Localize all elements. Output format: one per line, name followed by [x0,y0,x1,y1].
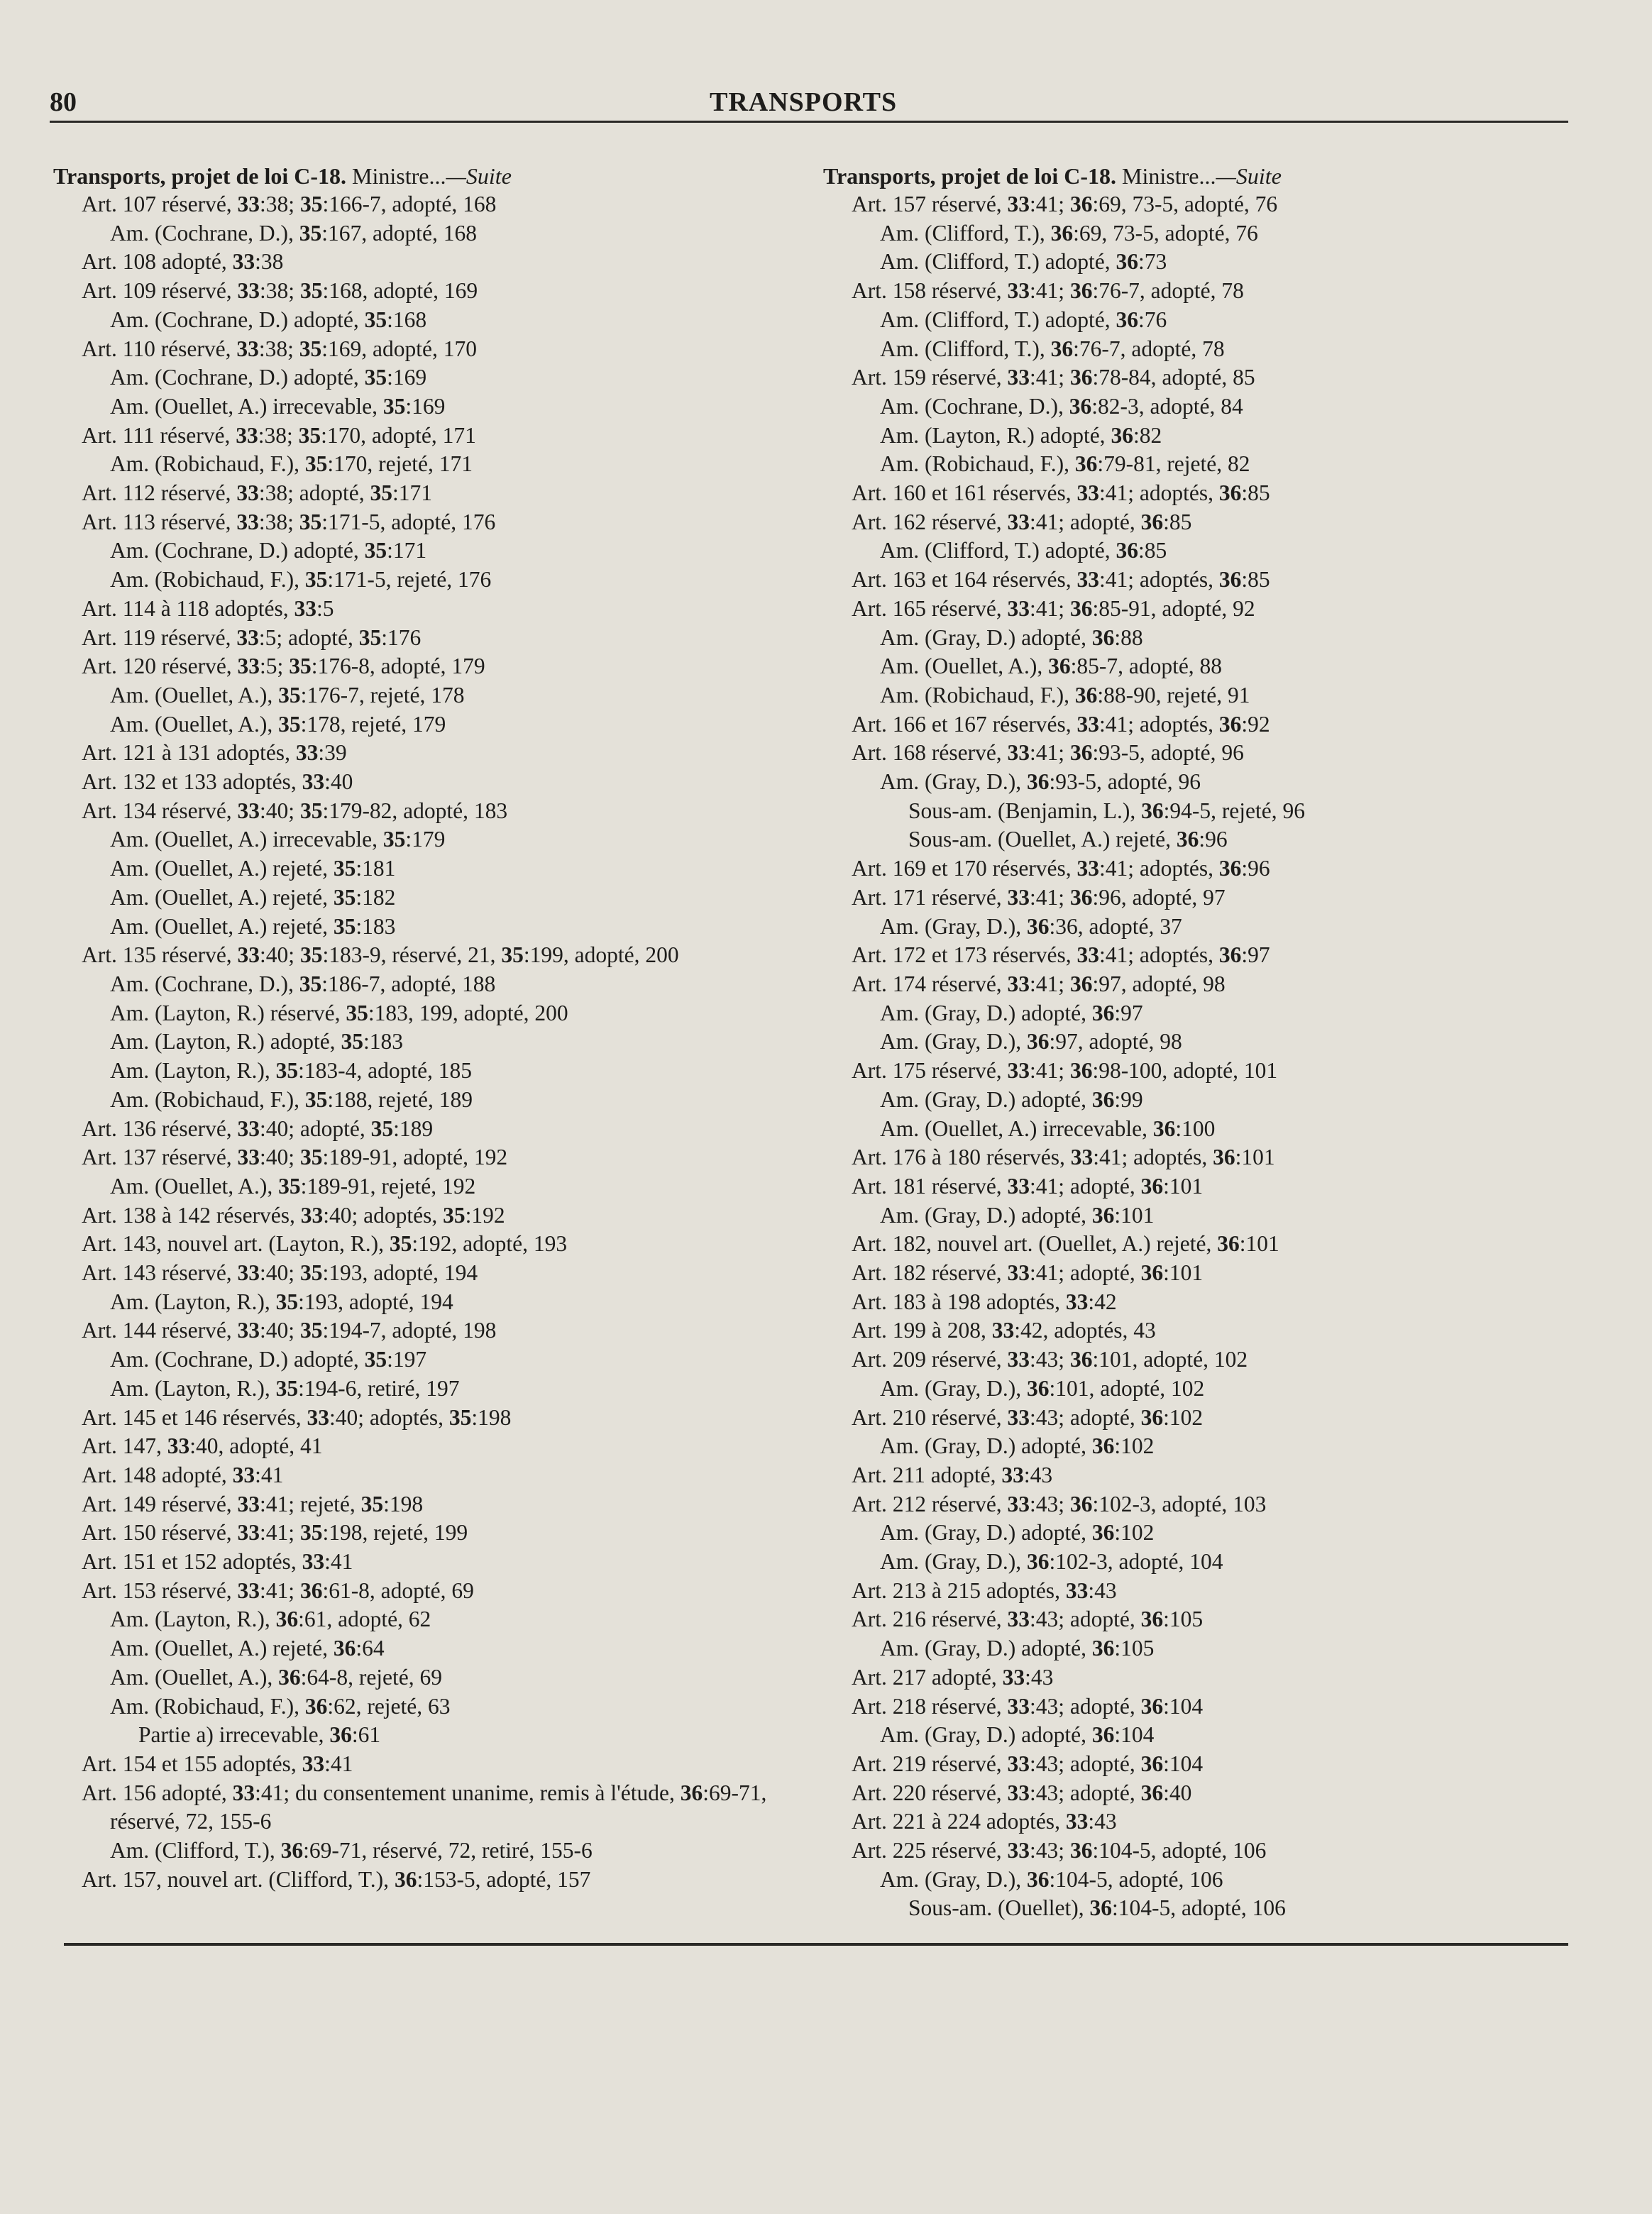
volume-number: 35 [299,220,322,246]
index-entry: Art. 217 adopté, 33:43 [852,1664,1054,1690]
index-entry: Art. 182, nouvel art. (Ouellet, A.) rejeté, 36:101 [852,1231,1279,1257]
index-entry: Art. 169 et 170 réservés, 33:41; adoptés, 36:96 [852,856,1270,881]
index-entry: Am. (Robichaud, F.), 35:171-5, rejeté, 176 [110,567,492,593]
index-entry: Am. (Gray, D.) adopté, 36:104 [880,1722,1155,1748]
volume-number: 36 [329,1722,352,1748]
index-entry: Am. (Cochrane, D.), 36:82-3, adopté, 84 [880,393,1243,419]
index-entry: Am. (Ouellet, A.) rejeté, 35:181 [110,856,396,881]
volume-number: 33 [1007,595,1030,621]
index-entry: Art. 153 réservé, 33:41; 36:61-8, adopté, 69 [82,1577,474,1603]
index-entry: Art. 138 à 142 réservés, 33:40; adoptés, 35:192 [82,1202,505,1228]
index-entry: Am. (Gray, D.), 36:97, adopté, 98 [880,1029,1182,1054]
index-entry: Am. (Clifford, T.), 36:69-71, réservé, 72, retiré, 155-6 [110,1838,593,1863]
volume-number: 33 [1076,856,1100,881]
index-entry: Art. 176 à 180 réservés, 33:41; adoptés, 36:101 [852,1145,1275,1170]
index-entry: Art. 225 réservé, 33:43; 36:104-5, adopté, 106 [852,1838,1267,1863]
index-entry: Art. 145 et 146 réservés, 33:40; adoptés, 35:198 [82,1404,512,1430]
index-entry: Am. (Clifford, T.) adopté, 36:73 [880,249,1167,275]
index-entry: Am. (Cochrane, D.) adopté, 35:171 [110,538,427,563]
volume-number: 33 [1007,1058,1030,1084]
volume-number: 33 [1007,1693,1030,1719]
volume-number: 33 [232,249,255,275]
volume-number: 36 [278,1664,301,1690]
volume-number: 36 [1091,624,1115,650]
index-entry: Art. 110 réservé, 33:38; 35:169, adopté, 170 [82,336,477,361]
volume-number: 35 [299,192,323,216]
index-entry: Art. 162 réservé, 33:41; adopté, 36:85 [852,509,1192,534]
index-entry: Am. (Clifford, T.) adopté, 36:85 [880,538,1167,563]
header-rule [50,121,1568,123]
volume-number: 33 [1076,942,1100,968]
heading-suite: —Suite [1216,163,1282,189]
volume-number: 35 [299,509,322,534]
volume-number: 33 [1007,1347,1030,1372]
volume-number: 33 [1001,1462,1024,1487]
volume-number: 35 [304,1086,328,1112]
volume-number: 35 [299,971,322,996]
volume-number: 36 [1111,422,1133,448]
index-entry: Art. 158 réservé, 33:41; 36:76-7, adopté, 78 [852,278,1244,304]
volume-number: 36 [1091,1433,1115,1459]
index-entry: Am. (Cochrane, D.), 35:186-7, adopté, 188 [110,971,496,996]
index-entry: Am. (Clifford, T.) adopté, 36:76 [880,307,1167,332]
volume-number: 35 [299,278,323,304]
volume-number: 33 [1007,1751,1030,1776]
volume-number: 36 [1213,1145,1235,1170]
index-entry: Am. (Gray, D.) adopté, 36:99 [880,1086,1143,1112]
volume-number: 33 [1070,1145,1094,1170]
volume-number: 36 [1069,192,1093,216]
index-entry: Art. 135 réservé, 33:40; 35:183-9, réservé, 21, 35:199, adopté, 200 [82,942,679,968]
index-entry: Am. (Layton, R.), 36:61, adopté, 62 [110,1607,431,1632]
index-entry: Am. (Clifford, T.), 36:76-7, adopté, 78 [880,336,1225,361]
index-entry: Am. (Ouellet, A.), 35:189-91, rejeté, 192 [110,1173,476,1199]
index-entry: Art. 160 et 161 réservés, 33:41; adoptés, 36:85 [852,480,1270,506]
volume-number: 36 [1091,1000,1115,1025]
volume-number: 33 [236,624,259,650]
volume-number: 33 [237,654,260,679]
index-entry: Art. 182 réservé, 33:41; adopté, 36:101 [852,1260,1204,1286]
volume-number: 33 [237,1520,260,1546]
index-entry: Am. (Gray, D.), 36:104-5, adopté, 106 [880,1866,1223,1892]
volume-number: 36 [1218,480,1242,506]
volume-number: 35 [299,1318,323,1343]
volume-number: 36 [1218,711,1242,737]
volume-number: 36 [1116,249,1138,275]
volume-number: 33 [1007,1607,1030,1632]
volume-number: 33 [237,1145,260,1170]
index-entry: Am. (Gray, D.) adopté, 36:105 [880,1636,1155,1661]
volume-number: 33 [237,1318,260,1343]
heading-minister: Ministre... [346,163,446,189]
volume-number: 33 [237,1116,260,1141]
volume-number: 33 [237,1260,260,1286]
volume-number: 35 [358,624,382,650]
volume-number: 33 [167,1433,190,1459]
volume-number: 33 [236,509,259,534]
volume-number: 36 [1141,798,1164,823]
index-entry: Art. 209 réservé, 33:43; 36:101, adopté, 102 [852,1347,1248,1372]
volume-number: 35 [364,538,387,563]
volume-number: 36 [275,1607,299,1632]
index-entry: Art. 114 à 118 adoptés, 33:5 [82,595,334,621]
index-entry: Art. 148 adopté, 33:41 [82,1462,284,1487]
volume-number: 35 [275,1289,299,1314]
index-entry: Art. 216 réservé, 33:43; adopté, 36:105 [852,1607,1204,1632]
heading-title: Transports, projet de loi C-18. [53,163,347,189]
index-entry: Art. 113 réservé, 33:38; 35:171-5, adopté, 176 [82,509,496,534]
index-entry: Art. 219 réservé, 33:43; adopté, 36:104 [852,1751,1204,1776]
index-entry: Am. (Ouellet, A.), 36:85-7, adopté, 88 [880,654,1223,679]
index-entry: Art. 212 réservé, 33:43; 36:102-3, adopté, 103 [852,1491,1267,1516]
index-entry: Art. 183 à 198 adoptés, 33:42 [852,1289,1117,1314]
volume-number: 33 [1007,365,1030,390]
index-entry: Art. 108 adopté, 33:38 [82,249,284,275]
volume-number: 36 [1048,654,1071,679]
volume-number: 36 [1069,595,1093,621]
column-heading [823,162,1575,190]
index-entry: Art. 166 et 167 réservés, 33:41; adoptés, 36:92 [852,711,1270,737]
index-entry: Art. 213 à 215 adoptés, 33:43 [852,1577,1117,1603]
volume-number: 35 [299,1520,323,1546]
index-entry: Am. (Ouellet, A.) irrecevable, 35:179 [110,827,446,852]
volume-number: 35 [364,1347,387,1372]
index-entry: Art. 172 et 173 réservés, 33:41; adoptés, 36:97 [852,942,1270,968]
volume-number: 36 [1074,451,1098,477]
volume-number: 35 [299,336,322,361]
index-entry: Art. 181 réservé, 33:41; adopté, 36:101 [852,1173,1204,1199]
volume-number: 33 [1007,1404,1030,1430]
volume-number: 36 [1069,278,1093,304]
volume-number: 33 [237,798,260,823]
index-entry: Am. (Layton, R.), 35:183-4, adopté, 185 [110,1058,473,1084]
volume-number: 35 [278,1173,301,1199]
volume-number: 33 [232,1462,255,1487]
index-entry: Art. 111 réservé, 33:38; 35:170, adopté, 171 [82,422,476,448]
volume-number: 35 [299,1145,323,1170]
volume-number: 33 [1002,1664,1025,1690]
volume-number: 36 [1069,1058,1093,1084]
volume-number: 36 [1069,1347,1093,1372]
volume-number: 35 [382,827,406,852]
volume-number: 33 [237,1577,260,1603]
footer-rule [64,1943,1568,1946]
volume-number: 36 [1176,827,1199,852]
volume-number: 33 [302,1751,325,1776]
volume-number: 35 [275,1375,299,1401]
volume-number: 35 [364,365,387,390]
volume-number: 33 [295,740,319,766]
index-entry: Sous-am. (Benjamin, L.), 36:94-5, rejeté, 96 [908,798,1306,823]
index-entry: Am. (Ouellet, A.), 35:176-7, rejeté, 178 [110,682,465,707]
index-entry: Am. (Cochrane, D.) adopté, 35:169 [110,365,427,390]
index-entry: Art. 199 à 208, 33:42, adoptés, 43 [852,1318,1156,1343]
volume-number: 36 [1140,1173,1164,1199]
index-entry: Am. (Gray, D.), 36:101, adopté, 102 [880,1375,1205,1401]
entry-list [53,190,770,1894]
volume-number: 33 [1076,711,1100,737]
index-entry: Am. (Robichaud, F.), 35:170, rejeté, 171 [110,451,473,477]
index-entry: Am. (Gray, D.) adopté, 36:102 [880,1433,1155,1459]
volume-number: 35 [370,1116,394,1141]
index-entry: Am. (Cochrane, D.) adopté, 35:168 [110,307,427,332]
volume-number: 35 [333,913,356,939]
volume-number: 36 [1152,1116,1176,1141]
running-head: TRANSPORTS [710,87,898,117]
index-entry: Art. 151 et 152 adoptés, 33:41 [82,1549,353,1575]
index-entry: Art. 109 réservé, 33:38; 35:168, adopté, 169 [82,278,478,304]
volume-number: 35 [341,1029,363,1054]
volume-number: 36 [1218,942,1242,968]
heading-title: Transports, projet de loi C-18. [823,163,1117,189]
volume-number: 36 [280,1838,304,1863]
volume-number: 36 [1027,913,1050,939]
index-entry: Art. 175 réservé, 33:41; 36:98-100, adopté, 101 [852,1058,1278,1084]
volume-number: 36 [680,1780,703,1805]
volume-number: 35 [289,654,312,679]
index-entry: Am. (Gray, D.) adopté, 36:97 [880,1000,1143,1025]
index-entry: Sous-am. (Ouellet, A.) rejeté, 36:96 [908,827,1228,852]
volume-number: 36 [333,1636,356,1661]
index-entry: Art. 218 réservé, 33:43; adopté, 36:104 [852,1693,1204,1719]
index-entry: Am. (Robichaud, F.), 36:79-81, rejeté, 82 [880,451,1250,477]
volume-number: 36 [1140,1404,1164,1430]
volume-number: 36 [1116,307,1138,332]
index-entry: Art. 150 réservé, 33:41; 35:198, rejeté, 199 [82,1520,468,1546]
index-entry: Art. 143, nouvel art. (Layton, R.), 35:192, adopté, 193 [82,1231,568,1257]
index-entry: Art. 147, 33:40, adopté, 41 [82,1433,323,1459]
volume-number: 35 [389,1231,412,1257]
index-entry: Art. 220 réservé, 33:43; adopté, 36:40 [852,1780,1192,1805]
volume-number: 33 [236,336,259,361]
volume-number: 33 [237,278,260,304]
volume-number: 33 [237,942,260,968]
volume-number: 33 [307,1404,330,1430]
index-entry: Am. (Layton, R.) adopté, 36:82 [880,422,1162,448]
volume-number: 35 [448,1404,472,1430]
entry-list [823,190,1575,1923]
index-entry: Art. 163 et 164 réservés, 33:41; adoptés, 36:85 [852,567,1270,593]
volume-number: 36 [394,1866,417,1892]
index-entry: Am. (Ouellet, A.) irrecevable, 36:100 [880,1116,1216,1141]
volume-number: 35 [333,884,356,910]
volume-number: 36 [1091,1086,1115,1112]
index-entry: Am. (Gray, D.), 36:102-3, adopté, 104 [880,1549,1223,1575]
volume-number: 36 [1069,1838,1093,1863]
volume-number: 36 [1140,1780,1164,1805]
page-number: 80 [50,87,77,117]
volume-number: 33 [236,422,258,448]
volume-number: 36 [1069,393,1092,419]
index-entry: Art. 159 réservé, 33:41; 36:78-84, adopté, 85 [852,365,1255,390]
index-entry: Art. 132 et 133 adoptés, 33:40 [82,769,353,795]
index-entry: Am. (Gray, D.) adopté, 36:102 [880,1520,1155,1546]
index-entry: Am. (Layton, R.), 35:194-6, retiré, 197 [110,1375,460,1401]
volume-number: 36 [1091,1636,1115,1661]
volume-number: 33 [1007,884,1030,910]
index-entry: Am. (Clifford, T.), 36:69, 73-5, adopté, 76 [880,220,1258,246]
index-entry: Am. (Ouellet, A.) rejeté, 36:64 [110,1636,385,1661]
volume-number: 36 [1069,365,1093,390]
volume-number: 33 [1007,1780,1030,1805]
volume-number: 36 [1218,856,1242,881]
index-entry: Am. (Ouellet, A.), 36:64-8, rejeté, 69 [110,1664,443,1690]
index-entry: Am. (Gray, D.) adopté, 36:101 [880,1202,1155,1228]
volume-number: 33 [1065,1577,1089,1603]
volume-number: 36 [1089,1895,1112,1921]
index-entry: Sous-am. (Ouellet), 36:104-5, adopté, 106 [908,1895,1286,1921]
index-entry: Art. 107 réservé, 33:38; 35:166-7, adopté, 168 [82,192,497,216]
volume-number: 36 [1140,1607,1164,1632]
index-entry: Art. 134 réservé, 33:40; 35:179-82, adopté, 183 [82,798,508,823]
volume-number: 33 [237,1491,260,1516]
volume-number: 33 [302,769,325,795]
volume-number: 35 [299,1260,323,1286]
volume-number: 35 [333,856,356,881]
heading-suite: —Suite [446,163,512,189]
volume-number: 35 [304,451,328,477]
index-entry: Am. (Gray, D.), 36:93-5, adopté, 96 [880,769,1201,795]
volume-number: 36 [1027,1866,1050,1892]
left-column [53,162,770,1894]
volume-number: 35 [360,1491,384,1516]
index-entry: Am. (Robichaud, F.), 35:188, rejeté, 189 [110,1086,473,1112]
index-entry: Am. (Layton, R.), 35:193, adopté, 194 [110,1289,453,1314]
heading-minister: Ministre... [1116,163,1216,189]
volume-number: 33 [1007,1173,1030,1199]
index-entry: Art. 144 réservé, 33:40; 35:194-7, adopté, 198 [82,1318,497,1343]
index-entry: Am. (Ouellet, A.) irrecevable, 35:169 [110,393,446,419]
index-entry: Art. 156 adopté, 33:41; du consentement unanime, remis à l'étude, 36:69-71, réservé, 72, 155-6 [82,1780,767,1834]
volume-number: 33 [1007,1491,1030,1516]
volume-number: 35 [298,422,321,448]
volume-number: 33 [1007,278,1030,304]
index-entry: Am. (Ouellet, A.), 35:178, rejeté, 179 [110,711,446,737]
volume-number: 33 [300,1202,324,1228]
volume-number: 35 [382,393,406,419]
volume-number: 35 [278,711,301,737]
index-entry: Am. (Cochrane, D.), 35:167, adopté, 168 [110,220,478,246]
volume-number: 33 [1007,509,1030,534]
index-entry: Art. 174 réservé, 33:41; 36:97, adopté, 98 [852,971,1226,996]
index-entry: Am. (Ouellet, A.) rejeté, 35:183 [110,913,396,939]
volume-number: 36 [1218,567,1242,593]
volume-number: 33 [1007,192,1030,216]
volume-number: 33 [1007,1260,1030,1286]
volume-number: 36 [1069,740,1093,766]
volume-number: 33 [991,1318,1015,1343]
volume-number: 35 [501,942,524,968]
index-entry: Art. 136 réservé, 33:40; adopté, 35:189 [82,1116,434,1141]
index-entry: Art. 137 réservé, 33:40; 35:189-91, adopté, 192 [82,1145,508,1170]
volume-number: 36 [1027,769,1050,795]
volume-number: 35 [304,567,328,593]
right-column [823,162,1575,1923]
volume-number: 36 [1217,1231,1240,1257]
volume-number: 35 [443,1202,466,1228]
volume-number: 35 [275,1058,299,1084]
volume-number: 35 [299,798,323,823]
volume-number: 35 [346,1000,368,1025]
volume-number: 36 [1069,1491,1093,1516]
index-entry: Art. 143 réservé, 33:40; 35:193, adopté, 194 [82,1260,478,1286]
volume-number: 33 [1076,480,1100,506]
volume-number: 36 [299,1577,323,1603]
index-entry: Am. (Cochrane, D.) adopté, 35:197 [110,1347,427,1372]
volume-number: 36 [1069,971,1093,996]
index-entry: Am. (Gray, D.) adopté, 36:88 [880,624,1143,650]
volume-number: 36 [1140,509,1164,534]
index-entry: Art. 120 réservé, 33:5; 35:176-8, adopté, 179 [82,654,485,679]
volume-number: 36 [1140,1751,1164,1776]
volume-number: 33 [1076,567,1100,593]
volume-number: 36 [1027,1029,1050,1054]
volume-number: 35 [364,307,387,332]
index-entry: Art. 112 réservé, 33:38; adopté, 35:171 [82,480,432,506]
index-entry: Art. 149 réservé, 33:41; rejeté, 35:198 [82,1491,424,1516]
volume-number: 36 [1050,336,1074,361]
volume-number: 33 [294,595,316,621]
index-entry: Am. (Robichaud, F.), 36:62, rejeté, 63 [110,1693,451,1719]
index-entry: Art. 157 réservé, 33:41; 36:69, 73-5, adopté, 76 [852,192,1278,216]
volume-number: 36 [1074,682,1098,707]
volume-number: 33 [1007,1838,1030,1863]
volume-number: 33 [236,480,259,506]
index-entry: Art. 165 réservé, 33:41; 36:85-91, adopté, 92 [852,595,1255,621]
index-entry: Art. 154 et 155 adoptés, 33:41 [82,1751,353,1776]
volume-number: 33 [1065,1809,1089,1834]
index-entry: Am. (Robichaud, F.), 36:88-90, rejeté, 91 [880,682,1250,707]
volume-number: 33 [237,192,260,216]
volume-number: 35 [370,480,392,506]
volume-number: 35 [299,942,323,968]
volume-number: 33 [232,1780,255,1805]
index-entry: Art. 210 réservé, 33:43; adopté, 36:102 [852,1404,1204,1430]
index-entry: Art. 157, nouvel art. (Clifford, T.), 36:153-5, adopté, 157 [82,1866,591,1892]
volume-number: 36 [1116,538,1138,563]
volume-number: 35 [278,682,301,707]
column-heading [53,162,770,190]
volume-number: 33 [1065,1289,1089,1314]
volume-number: 33 [1007,971,1030,996]
volume-number: 36 [1091,1722,1115,1748]
volume-number: 36 [1091,1520,1115,1546]
volume-number: 36 [304,1693,328,1719]
volume-number: 36 [1050,220,1074,246]
index-entry: Art. 121 à 131 adoptés, 33:39 [82,740,347,766]
volume-number: 36 [1091,1202,1115,1228]
volume-number: 36 [1027,1375,1050,1401]
index-entry: Art. 171 réservé, 33:41; 36:96, adopté, 97 [852,884,1226,910]
volume-number: 36 [1027,1549,1050,1575]
index-entry: Art. 168 réservé, 33:41; 36:93-5, adopté, 96 [852,740,1244,766]
index-entry: Am. (Layton, R.) adopté, 35:183 [110,1029,403,1054]
index-entry: Am. (Layton, R.) réservé, 35:183, 199, adopté, 200 [110,1000,568,1025]
index-entry: Art. 221 à 224 adoptés, 33:43 [852,1809,1117,1834]
index-entry: Art. 211 adopté, 33:43 [852,1462,1053,1487]
index-entry: Am. (Ouellet, A.) rejeté, 35:182 [110,884,396,910]
index-entry: Art. 119 réservé, 33:5; adopté, 35:176 [82,624,422,650]
volume-number: 33 [302,1549,325,1575]
volume-number: 36 [1069,884,1093,910]
index-entry: Am. (Gray, D.), 36:36, adopté, 37 [880,913,1182,939]
volume-number: 33 [1007,740,1030,766]
volume-number: 36 [1140,1260,1164,1286]
volume-number: 36 [1140,1693,1164,1719]
index-entry: Partie a) irrecevable, 36:61 [138,1722,381,1748]
